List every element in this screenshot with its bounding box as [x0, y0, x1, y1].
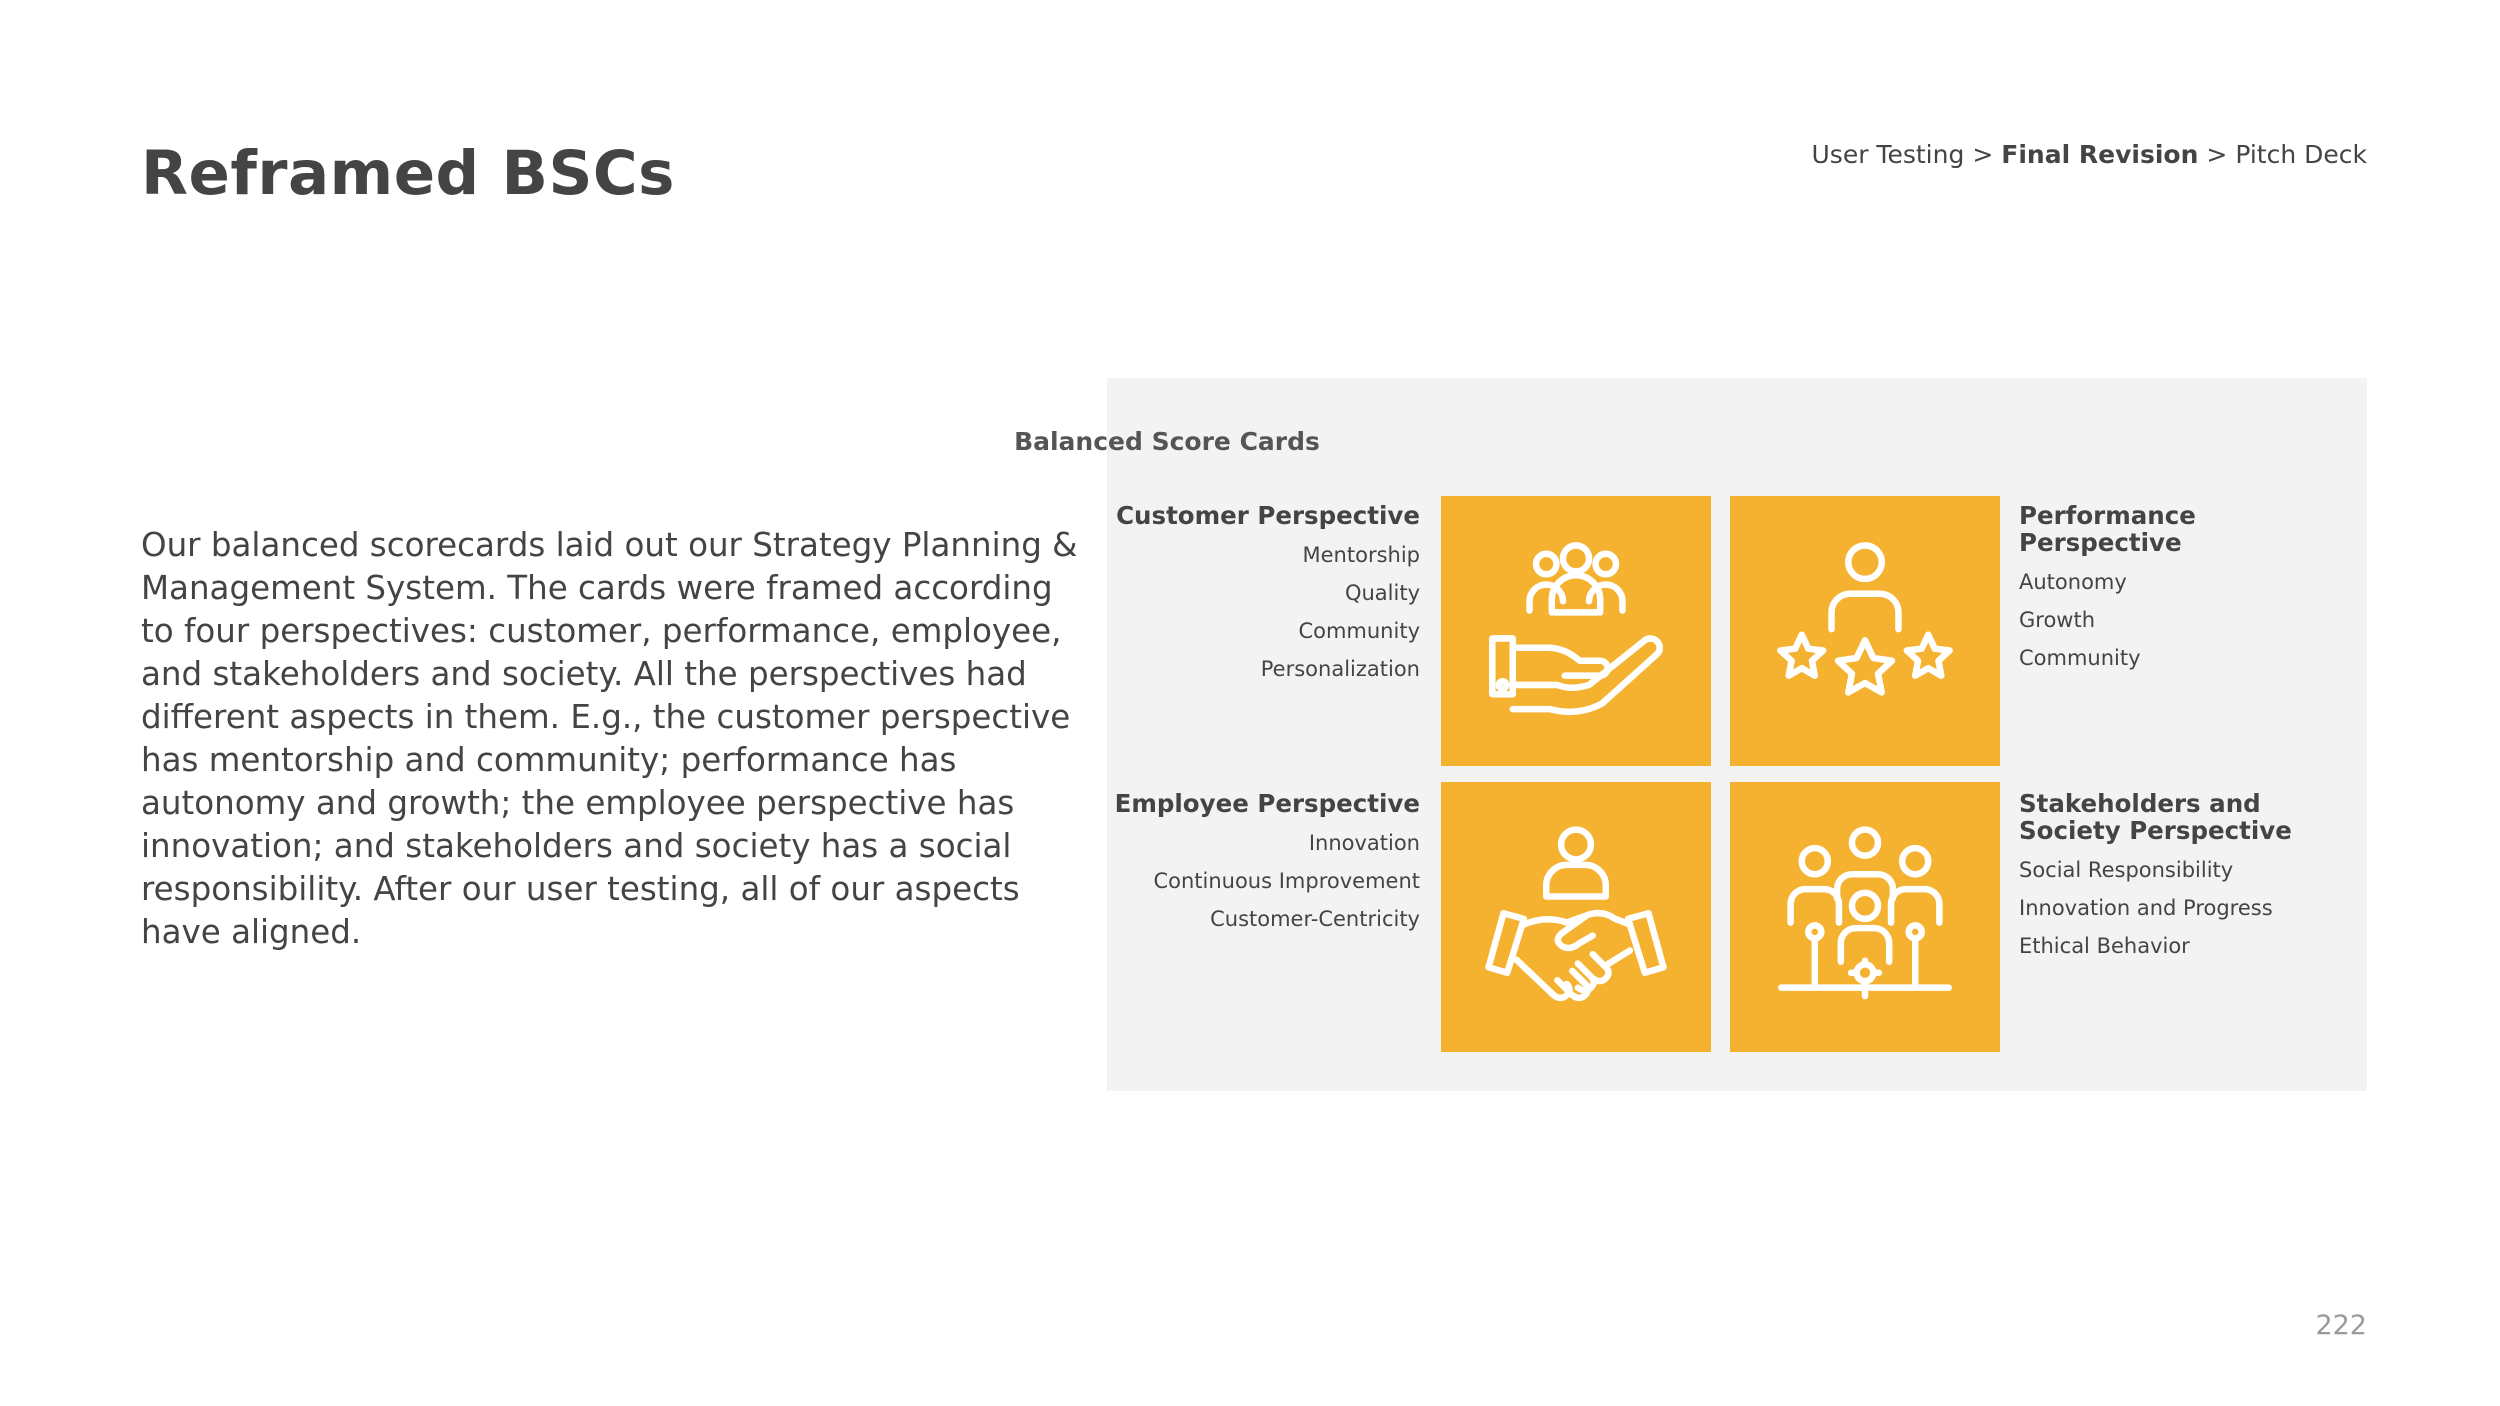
customer-item: Personalization: [1260, 657, 1420, 681]
person-with-stars-icon: [1772, 538, 1958, 724]
employee-tile: [1441, 782, 1711, 1052]
customer-perspective-title: Customer Perspective: [1116, 501, 1420, 530]
stakeholders-tile: [1730, 782, 2000, 1052]
breadcrumb-item-pitch-deck[interactable]: Pitch Deck: [2235, 140, 2367, 169]
customer-perspective: [1090, 502, 1420, 695]
performance-tile: [1730, 496, 2000, 766]
stakeholders-perspective-title: Stakeholders and Society Perspective: [2019, 789, 2292, 845]
customer-item: Mentorship: [1302, 543, 1420, 567]
stakeholders-item: Innovation and Progress: [2019, 896, 2273, 920]
stakeholders-perspective: [2019, 790, 2339, 972]
breadcrumb: [1812, 140, 2368, 169]
stakeholders-item: Social Responsibility: [2019, 858, 2234, 882]
performance-item: Autonomy: [2019, 570, 2127, 594]
breadcrumb-item-user-testing[interactable]: User Testing: [1811, 140, 1965, 169]
employee-item: Customer-Centricity: [1210, 907, 1420, 931]
employee-perspective-title: Employee Perspective: [1114, 789, 1420, 818]
breadcrumb-item-final-revision[interactable]: Final Revision: [2001, 140, 2199, 169]
breadcrumb-separator: >: [1972, 140, 1994, 169]
group-network-icon: [1772, 824, 1958, 1010]
diagram-title: Balanced Score Cards: [1014, 427, 1320, 456]
person-handshake-icon: [1483, 824, 1669, 1010]
people-in-hand-icon: [1483, 538, 1669, 724]
customer-item: Quality: [1344, 581, 1420, 605]
breadcrumb-separator: >: [2206, 140, 2228, 169]
employee-perspective: [1090, 790, 1420, 945]
page-number: 222: [2315, 1310, 2367, 1341]
employee-item: Continuous Improvement: [1153, 869, 1420, 893]
body-paragraph: Our balanced scorecards laid out our Strategy Planning & Management System. The cards were framed according to four perspectives: customer, performance, employee, and stakeholders and society. All the perspectives had different aspects in them. E.g., the customer perspective has mentorship and community; performance has autonomy and growth; the employee perspective has innovation; and stakeholders and society has a social responsibility. After our user testing, all of our aspects have aligned.: [141, 526, 1078, 951]
performance-item: Growth: [2019, 608, 2096, 632]
performance-item: Community: [2019, 646, 2141, 670]
slide-title: Reframed BSCs: [141, 138, 675, 209]
performance-perspective: [2019, 502, 2349, 684]
customer-item: Community: [1298, 619, 1420, 643]
performance-perspective-title: Performance Perspective: [2019, 501, 2196, 557]
employee-item: Innovation: [1308, 831, 1420, 855]
stakeholders-item: Ethical Behavior: [2019, 934, 2190, 958]
customer-tile: [1441, 496, 1711, 766]
